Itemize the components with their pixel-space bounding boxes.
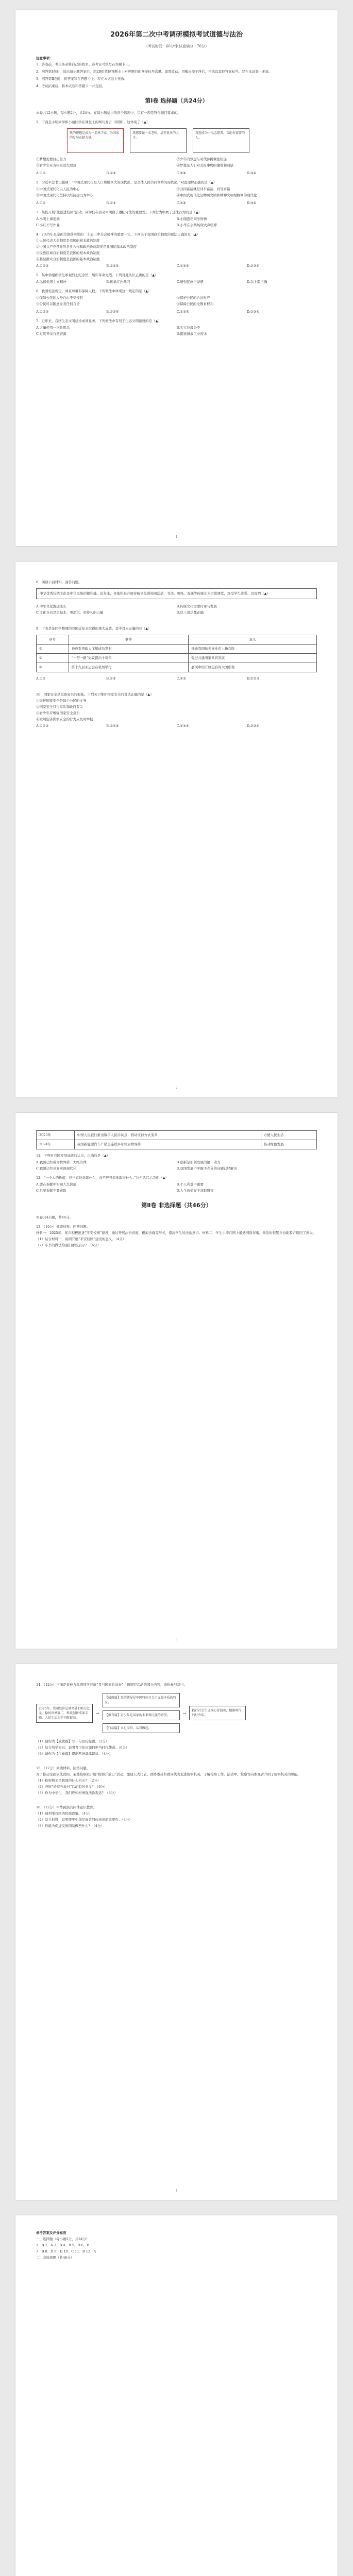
option: B.传承红色基因 <box>106 280 130 284</box>
item: ①人民代表大会制度是我国的根本政治制度 <box>36 239 100 243</box>
option: B.①③ <box>106 171 116 175</box>
option: D.以上都正确 <box>246 280 267 284</box>
option: D.小华在公共场所大声喧哗 <box>176 223 217 227</box>
activity-flow-diagram <box>36 1693 317 1733</box>
question-10-stem: 10．国家安全是民族复兴的根基。下列关于维护国家安全的说法正确的是（▲） <box>36 692 154 697</box>
section-1-intro: 本卷共12小题，每小题2分，共24分。在每小题给出的四个选项中，只有一项是符合题目要求的。 <box>36 111 181 115</box>
option: C.②③ <box>176 676 186 681</box>
option: C.增强民族自豪感 <box>176 280 204 284</box>
question-9-options <box>36 675 317 682</box>
option: C.①③④ <box>176 310 189 314</box>
question-1-stem: 1．下面是小明同学和小丽同学在课堂上的两句发言（如图），这体现了（▲） <box>36 120 150 124</box>
notice-line: 4．考试结束后，将本试卷和答题卡一并交回。 <box>36 84 106 88</box>
option: A.①②③ <box>36 264 49 268</box>
table-header: 序号 <box>37 635 69 645</box>
option: C.我国已经全面实现现代化 <box>36 1166 77 1171</box>
option: B.个人利益不重要 <box>176 1182 204 1187</box>
question-8-stem: 8．阅读下面材料，回答问题。 <box>36 580 82 584</box>
question-4-stem: 4．2025年是全面贯彻落实党的二十届三中全会精神的重要一年。下列关于我国政治制度的说法正确的是（▲） <box>36 232 200 236</box>
page-4 <box>15 1664 338 2200</box>
page-5 <box>15 2215 338 2576</box>
question-3-stem: 3．某校开展“法治进校园”活动，同学们在活动中明白了遵纪守法的重要性。下列行为中属于违法行为的是（▲） <box>36 210 202 214</box>
page-3 <box>15 1113 338 1649</box>
question-11-options <box>36 1159 317 1172</box>
option: A.大量使用一次性用品 <box>36 326 70 330</box>
question-7-options <box>36 325 317 337</box>
material-box: 中华优秀传统文化是中华民族的根和魂。近年来，各地积极开展传统文化进校园活动，书法、剪纸、戏曲等传统艺术走进课堂，深受学生喜爱。这说明（▲） <box>36 588 317 599</box>
flow-box-right: 践行社会主义核心价值观，做新时代的好少年。 <box>189 1706 246 1720</box>
option: D.③④ <box>246 171 257 175</box>
exam-meta: （考试时间：60分钟 试卷满分：70分） <box>144 44 209 48</box>
option: B.①③ <box>106 201 116 205</box>
question-2-items <box>36 186 317 198</box>
question-9-stem: 9．下表是某同学整理的我国近年来取得的重大成就，其中对应正确的有（▲） <box>36 626 152 631</box>
sub-question: （3）作为中学生，我们应如何增强法治观念？（4分） <box>36 1791 117 1795</box>
question-8-options <box>36 603 317 616</box>
sub-question: （3）请你为【行动篇】提出两条具体建议。（4分） <box>36 1752 113 1756</box>
sub-question: （2）结合所学知识，说明青少年应如何担当时代使命。（6分） <box>36 1745 129 1750</box>
question-15-material: 为了推动全面依法治国，某地检察院开展“检察开放日”活动，邀请人大代表、政协委员和群众代表走进检察机关，了解检察工作。活动中，检察官向参观者介绍了检察机关的职能。 <box>36 1772 301 1776</box>
option: B.实行垃圾分类 <box>176 326 200 330</box>
table-row: ① 神舟系列载人飞船成功发射 推动我国航天事业迈上新台阶 <box>37 645 317 654</box>
page-2 <box>15 562 338 1097</box>
option: C.小红不写作业 <box>36 223 60 227</box>
item: ③民族区域自治制度是我国的根本政治制度 <box>36 251 100 255</box>
question-6-options <box>36 309 317 315</box>
item: ②少年的梦想与时代脉搏紧密相连 <box>176 157 227 161</box>
question-16-stem: 16．（12分）中华民族共同体意识教育。 <box>36 1805 97 1809</box>
speech-bubble: 我想成为一名志愿者，帮助有需要的人。 <box>193 128 249 153</box>
sub-question: （2）结合材料，说明铸牢中华民族共同体意识的重要性。（4分） <box>36 1818 133 1822</box>
section-1-heading: 第Ⅰ卷 选择题（共24分） <box>145 97 208 104</box>
item: ②保护公民的合法财产 <box>176 296 210 300</box>
development-table <box>36 1130 317 1149</box>
sub-question: （1）请列举我国的民族政策。（4分） <box>36 1811 93 1816</box>
page-number: 4 <box>175 2189 178 2193</box>
page-1 <box>15 10 338 546</box>
table-row: ③ 第十九届亚运会在杭州举行 展现中国开放包容的大国形象 <box>37 663 317 672</box>
sub-question: （1）结合材料一，说明开展“平安校园”建设的意义。（4分） <box>36 1237 126 1241</box>
speech-bubble: 我的理想是成为一名科学家，为国家的发展贡献力量。 <box>67 128 124 153</box>
sub-question: （2）小李的做法给我们哪些启示？（6分） <box>36 1243 101 1247</box>
item: ③公民可以随意发表任何言论 <box>36 302 80 306</box>
flow-box-left: 2025年，我国经济总量突破130万亿元，稳居世界第二。科技创新成果丰硕，人民生活水平不断提高。 <box>36 1704 93 1723</box>
option: D.②③④ <box>246 724 260 728</box>
question-6-items <box>36 295 317 307</box>
sub-question: （3）你能为促进民族团结做些什么？（4分） <box>36 1824 104 1828</box>
option: A.要在奉献中实现人生价值 <box>36 1182 77 1187</box>
notice-line: 1．答卷前，考生务必将自己的姓名、准考证号填写在答题卡上。 <box>36 62 132 66</box>
question-11-stem: 11．下列对我国发展成就的认识，正确的是（▲） <box>36 1154 110 1158</box>
option: A.弘扬爱国主义精神 <box>36 280 66 284</box>
item: ③青少年应当树立远大理想 <box>36 163 76 167</box>
page-number: 3 <box>175 1638 178 1641</box>
option: C.②④ <box>176 171 186 175</box>
option: A.我国已经成为世界第一大经济体 <box>36 1160 87 1164</box>
section-2-heading: 第Ⅱ卷 非选择题（共46分） <box>141 1202 212 1209</box>
sub-question: （1）请你为【成就篇】写一句宣传标语。（2分） <box>36 1739 109 1743</box>
speech-bubble: 我想要做一名老师，培养更多的人才。 <box>130 128 187 153</box>
question-14-stem: 14．（12分）下面是某校九年级同学开展“我与国家共成长”主题探究活动的部分内容，请你参与其中。 <box>36 1683 187 1687</box>
achievement-table <box>36 635 317 672</box>
option: C.过度开采自然资源 <box>36 332 66 336</box>
question-13-stem: 13．（10分）阅读材料，回答问题。 <box>36 1225 90 1229</box>
item: ①保障公民的人身自由不受侵犯 <box>36 296 83 300</box>
notice-line: 3．回答第Ⅱ卷时，将答案写在答题卡上。写在本试卷上无效。 <box>36 77 128 81</box>
option: A.①② <box>36 171 46 175</box>
option: A.中华文化源远流长 <box>36 604 66 608</box>
item: ④保障公民的受教育权利 <box>176 302 213 306</box>
question-12-stem: 12．“一个人的价值，应当看他贡献什么，而不应当看他取得什么。”这句话启示我们（▲） <box>36 1176 169 1180</box>
item: ①中国式现代化以人民为中心 <box>36 187 80 191</box>
question-1-options <box>36 170 317 176</box>
option: A.①② <box>36 676 46 681</box>
flow-box-action: 【行动篇】立足岗位，从我做起。 <box>103 1723 180 1733</box>
table-row: ② “一带一路”倡议提出十周年 促进共建国家共同发展 <box>37 654 317 663</box>
item: ④发现危害国家安全的行为应及时举报 <box>36 717 93 721</box>
flow-box-responsibility: 【担当篇】青少年是国家的未来和民族的希望。 <box>103 1710 180 1720</box>
question-7-stem: 7．近年来，我国生态文明建设成效显著。下列做法中有利于生态文明建设的是（▲） <box>36 319 162 323</box>
table-header: 意义 <box>189 635 317 645</box>
table-header: 事件 <box>69 635 188 645</box>
question-10-options <box>36 723 317 729</box>
sub-question: （2）开展“检察开放日”活动有何意义？（6分） <box>36 1785 108 1789</box>
flow-box-achievement: 【成就篇】党的领导是中国特色社会主义最本质的特征。 <box>103 1693 180 1707</box>
option: C.②④ <box>176 201 186 205</box>
option: D.③④ <box>246 201 257 205</box>
option: A.①②③ <box>36 724 49 728</box>
option: B.小刚盗窃同学财物 <box>176 217 207 221</box>
item: ②中国共产党领导的多党合作和政治协商制度是我国的基本政治制度 <box>36 245 137 249</box>
option: D.随意排放工业废水 <box>176 332 207 336</box>
option: B.①②④ <box>106 264 119 268</box>
option: D.②③④ <box>246 310 260 314</box>
option: B.①②④ <box>106 724 119 728</box>
page-number: 1 <box>175 535 178 539</box>
option: D.以上说法都正确 <box>176 611 204 615</box>
question-2-stem: 2．习近平总书记强调：“中国式现代化是人口规模巨大的现代化，是全体人民共同富裕的现代化。”对此理解正确的是（▲） <box>36 180 217 184</box>
item: ②国家安全只与军队和政府有关 <box>36 705 83 709</box>
item: ③青少年应增强国家安全意识 <box>36 711 80 715</box>
option: C.①③④ <box>176 724 189 728</box>
question-5-stem: 5．某中学组织学生参观烈士纪念馆，缅怀革命先烈。下列对此认识正确的是（▲） <box>36 273 158 277</box>
notice-label: 注意事项： <box>36 56 53 60</box>
option: B.传统文化需要传承与发展 <box>176 604 217 608</box>
table-row: 2024年 我国新能源汽车产销量连续多年位居世界第一 推动绿色发展 <box>37 1140 317 1149</box>
answer-key-heading: 参考答案及评分标准 <box>36 2231 66 2235</box>
item: ④基层群众自治制度是我国的基本政治制度 <box>36 257 100 261</box>
answer-line: 7．B 8．D 9．D 10．C 11．B 12．A <box>36 2249 96 2253</box>
question-1-items <box>36 156 317 168</box>
option: D.人生价值在于获取财富 <box>176 1189 214 1193</box>
answer-line: 一、选择题（每小题2分，共24分） <box>36 2237 90 2241</box>
item: ①梦想需要付出努力 <box>36 157 66 161</box>
question-2-options <box>36 200 317 206</box>
table-row: 2023年 中国人民银行推出数字人民币试点，推动支付方式变革 方便人民生活 <box>37 1131 317 1140</box>
speech-bubbles <box>67 128 317 153</box>
question-5-options <box>36 279 317 285</box>
item: ②共同富裕就是同步富裕、同等富裕 <box>176 187 230 191</box>
arrow-right-icon: → <box>182 1710 187 1716</box>
option: A.小明上课迟到 <box>36 217 60 221</box>
answer-line: 1．B 2．A 3．B 4．B 5．D 6．B <box>36 2243 90 2247</box>
notice-line: 2．回答第Ⅰ卷时，选出每小题答案后，用2B铅笔把答题卡上对应题目的答案标号涂黑。如需改动，用橡皮擦干净后，再选涂其他答案标号。写在本试卷上无效。 <box>36 70 272 74</box>
question-13-material: 材料一：2025年，某市积极推进“平安校园”建设，通过开展法治讲座、模拟法庭等形式，提高学生的法治意识。材料二：学生小李在网上遭遇网络诈骗，他及时报警并协助警方追回了损失。 <box>36 1231 316 1235</box>
option: D.我国发展不平衡不充分的问题已经解决 <box>176 1166 238 1171</box>
item: ④梦想是人们对美好事物的憧憬和渴望 <box>176 163 233 167</box>
option: C.只要奉献不要索取 <box>36 1189 66 1193</box>
option: B.①②④ <box>106 310 119 314</box>
option: B.①③ <box>106 676 116 681</box>
option: A.①② <box>36 201 46 205</box>
page-title: 2026年第二次中考调研模拟考试道德与法治 <box>110 31 243 39</box>
section-2-intro: 本卷共4小题，共46分。 <box>36 1215 73 1219</box>
option: D.①②③ <box>246 676 260 681</box>
question-15-stem: 15．（12分）阅读材料，回答问题。 <box>36 1766 90 1770</box>
arrow-right-icon: → <box>96 1710 99 1716</box>
option: C.①③④ <box>176 264 189 268</box>
page-number: 2 <box>175 1087 178 1090</box>
option: A.①②③ <box>36 310 49 314</box>
question-6-stem: 6．我国宪法规定，国家尊重和保障人权。下列做法中体现这一规定的是（▲） <box>36 289 152 293</box>
question-3-options <box>36 216 317 228</box>
question-12-options <box>36 1181 317 1194</box>
option: C.文化自信是更基本、更深沉、更持久的力量 <box>36 611 104 615</box>
item: ③中国式现代化坚持以经济建设为中心 <box>36 193 93 197</box>
sub-question: （1）检察机关是我国的什么机关？（2分） <box>36 1778 101 1783</box>
option: B.创新是引领发展的第一动力 <box>176 1160 221 1164</box>
question-4-options <box>36 263 317 269</box>
flow-middle-column <box>103 1693 180 1733</box>
answer-line: 二、非选择题（共46分） <box>36 2256 74 2260</box>
option: D.②③④ <box>246 264 260 268</box>
item: ④中国式现代化是物质文明和精神文明相协调的现代化 <box>176 193 257 197</box>
item: ①维护国家安全是每个公民的义务 <box>36 699 87 703</box>
